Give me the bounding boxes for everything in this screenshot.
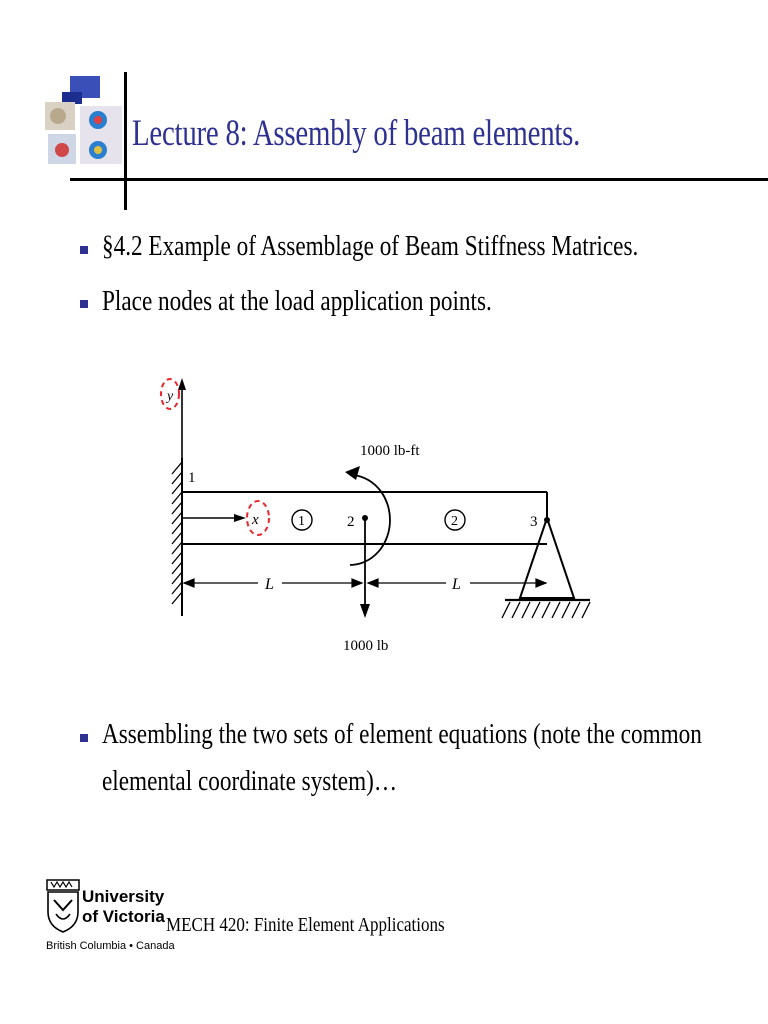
x-axis [182,514,246,522]
x-axis-label: x [252,512,259,528]
header-graphic-cluster [40,72,130,172]
logo-text-victoria: of Victoria [82,907,165,926]
bullet-text: Assembling the two sets of element equations (note the common [102,718,702,750]
dimension-label: L [452,576,461,593]
bullet-text: §4.2 Example of Assemblage of Beam Stiffness Matrices. [102,230,639,262]
force-arrow [360,520,370,618]
fixed-wall-support [172,458,182,616]
title-vertical-rule [124,72,127,210]
dimension-label: L [265,576,274,593]
footer-course-title: MECH 420: Finite Element Applications [166,914,445,936]
bullet-text: Place nodes at the load application points. [102,285,492,317]
university-logo [46,878,175,956]
bullet-text-continuation: elemental coordinate system)… [102,765,398,797]
pin-support [502,517,590,618]
force-label: 1000 lb [343,638,389,654]
element-label: 1 [298,514,305,529]
header-image-left-detail [50,108,66,124]
beam-diagram [150,370,600,660]
logo-text-university: University [82,887,165,906]
node-label: 3 [530,514,538,530]
bullet-marker [80,734,88,742]
node-label: 2 [347,514,355,530]
logo-text-location: British Columbia • Canada [46,940,175,952]
title-horizontal-rule [70,178,768,181]
slide-title: Lecture 8: Assembly of beam elements. [132,113,581,154]
university-crest-icon [46,878,80,934]
element-label: 2 [451,514,458,529]
node-label: 1 [188,470,196,486]
y-axis-label: y [167,389,174,404]
moment-label: 1000 lb-ft [360,443,420,459]
bullet-marker [80,246,88,254]
bullet-marker [80,300,88,308]
